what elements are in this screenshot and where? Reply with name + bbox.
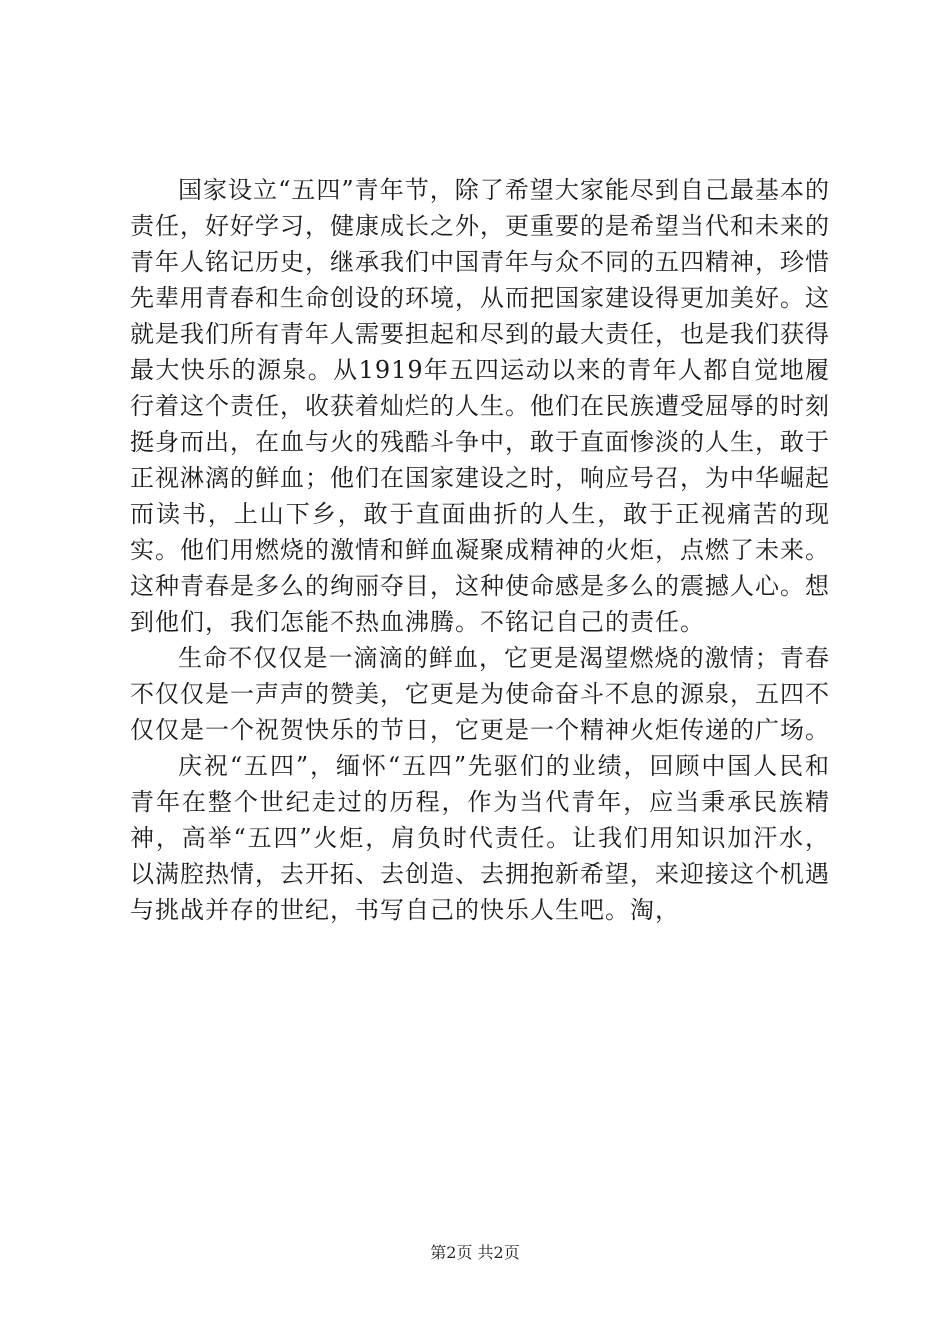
paragraph-3: 庆祝“五四”，缅怀“五四”先驱们的业绩，回顾中国人民和青年在整个世纪走过的历程，作为当代青年，应当秉承民族精神，高举“五四”火炬，肩负时代责任。让我们用知识加汗水，以满腔热情，去开拓、去创造、去拥抱新希望，来迎接这个机遇与挑战并存的世纪，书写自己的快乐人生吧。淘， [130, 752, 830, 924]
page-footer: 第2页 共2页 [430, 1243, 520, 1262]
body-text [130, 172, 830, 928]
paragraph-1: 国家设立“五四”青年节，除了希望大家能尽到自己最基本的责任，好好学习，健康成长之外，更重要的是希望当代和未来的青年人铭记历史，继承我们中国青年与众不同的五四精神，珍惜先辈用青春和生命创设的环境，从而把国家建设得更加美好。这就是我们所有青年人需要担起和尽到的最大责任，也是我们获得最大快乐的源泉。从1919年五四运动以来的青年人都自觉地履行着这个责任，收获着灿烂的人生。他们在民族遭受屈辱的时刻挺身而出，在血与火的残酷斗争中，敢于直面惨淡的人生，敢于正视淋漓的鲜血；他们在国家建设之时，响应号召，为中华崛起而读书，上山下乡，敢于直面曲折的人生，敢于正视痛苦的现实。他们用燃烧的激情和鲜血凝聚成精神的火炬，点燃了未来。这种青春是多么的绚丽夺目，这种使命感是多么的震撼人心。想到他们，我们怎能不热血沸腾。不铭记自己的责任。 [130, 176, 830, 636]
paragraph-2: 生命不仅仅是一滴滴的鲜血，它更是渴望燃烧的激情；青春不仅仅是一声声的赞美，它更是为使命奋斗不息的源泉，五四不仅仅是一个祝贺快乐的节日，它更是一个精神火炬传递的广场。 [130, 644, 830, 744]
